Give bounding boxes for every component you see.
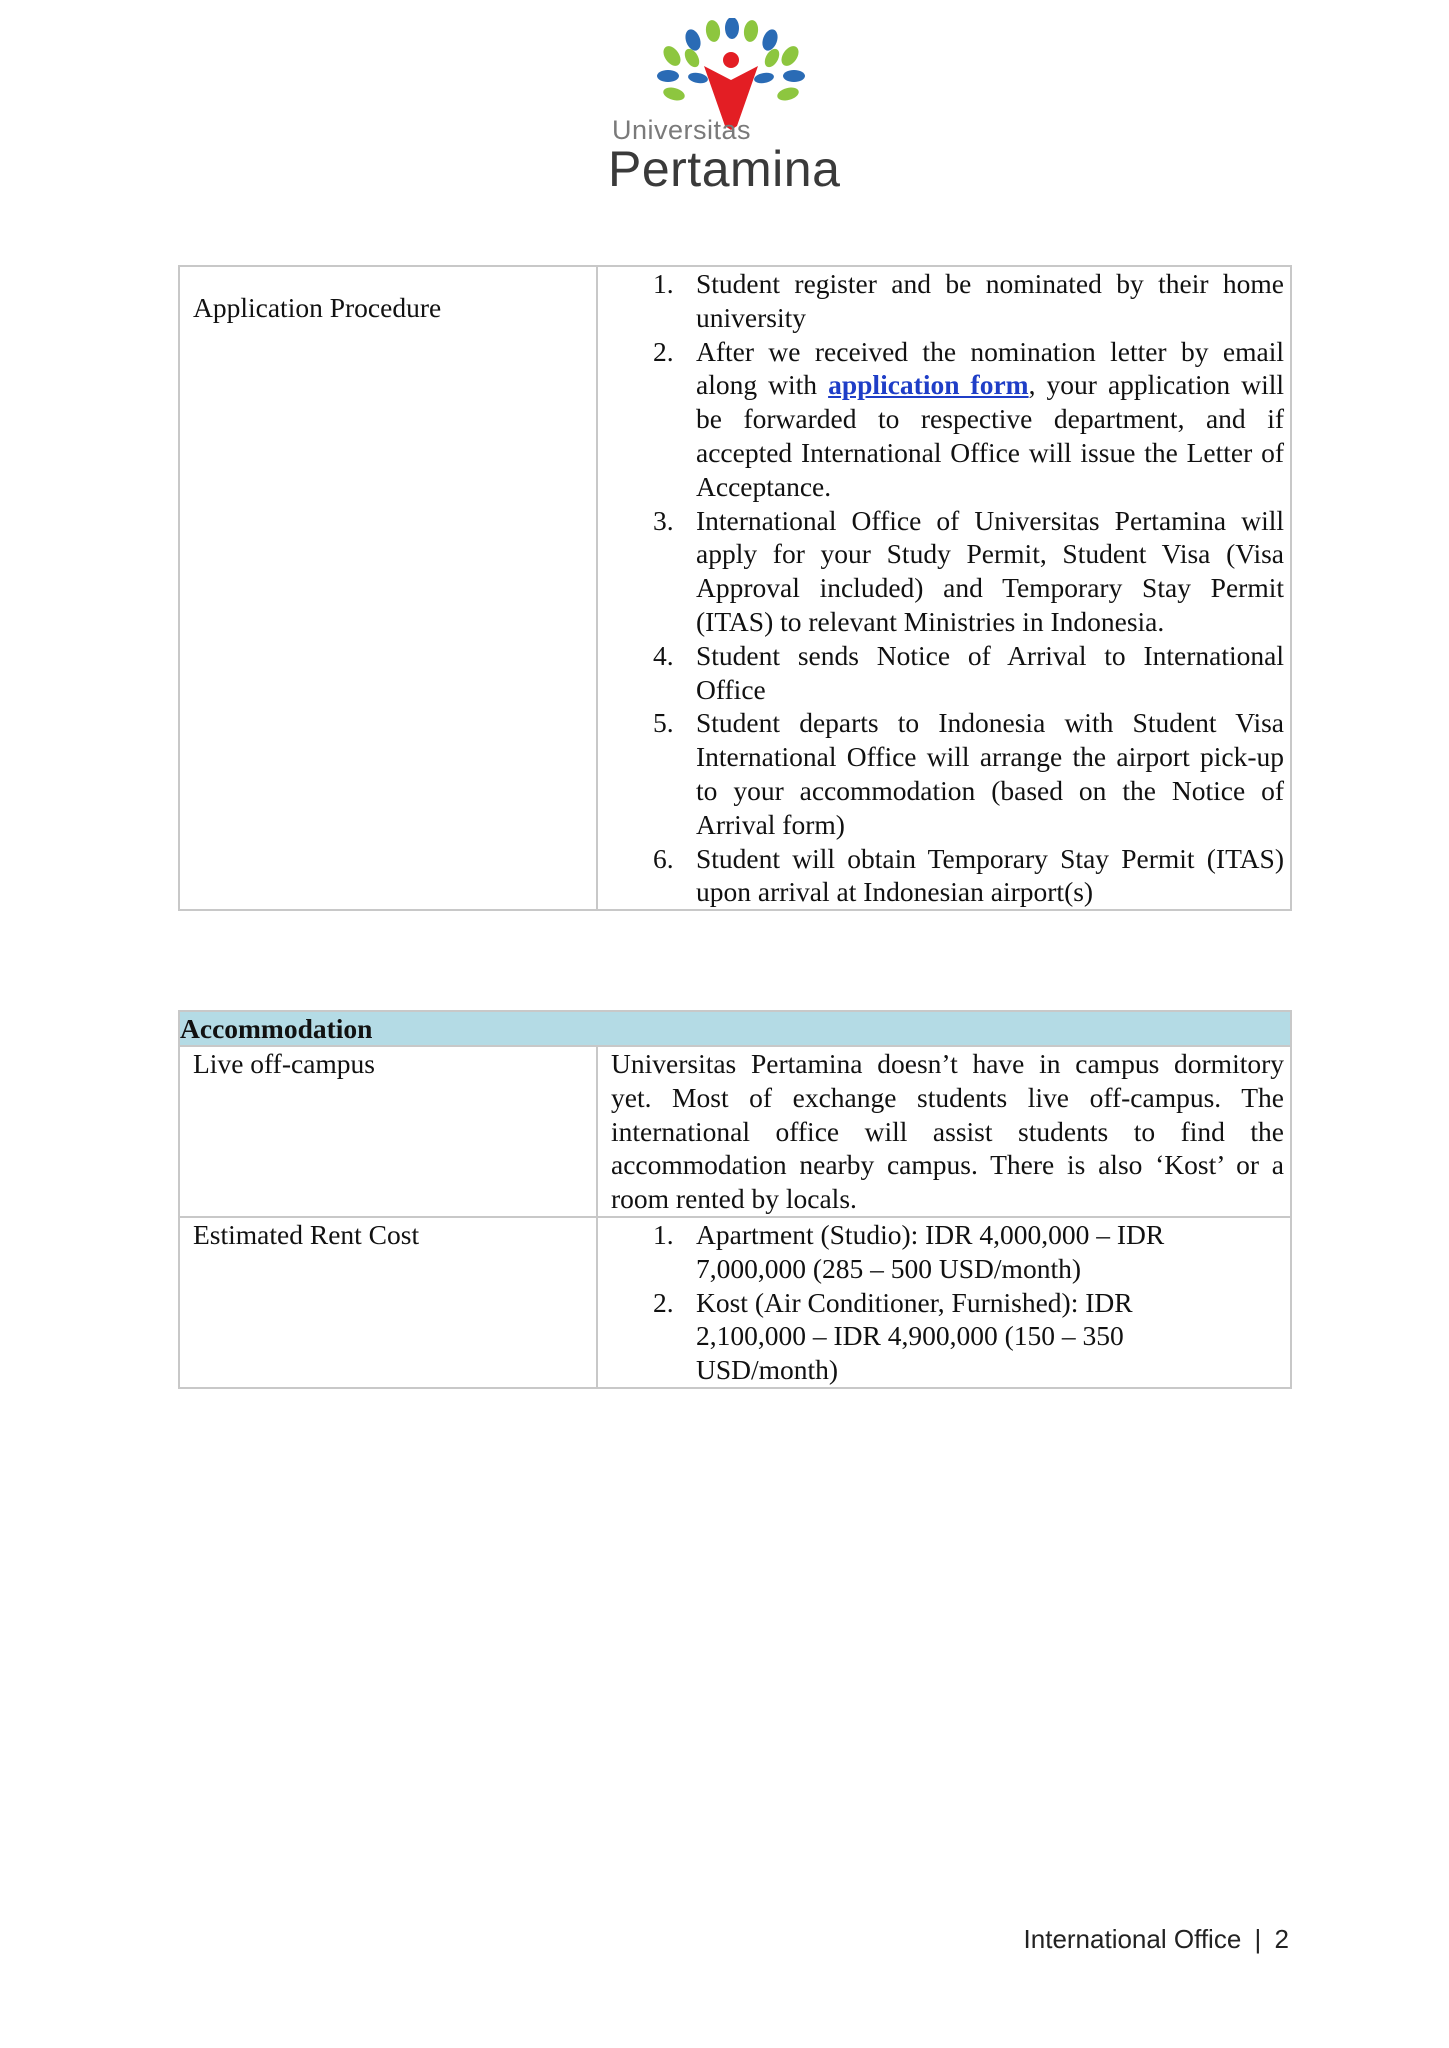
university-logo [600, 18, 860, 197]
step-text: Student departs to Indonesia with Student Visa International Office will arrange the airport pick-up to your accommodation (based on the Notice of Arrival form) [696, 707, 1284, 840]
live-off-campus-label: Live off-campus [193, 1048, 375, 1079]
content-cell [597, 1046, 1291, 1217]
step-number: 6. [653, 842, 674, 874]
step-number: 4. [653, 639, 674, 671]
content-cell [597, 1217, 1291, 1388]
item-number: 1. [653, 1218, 674, 1250]
application-procedure-table [178, 265, 1292, 911]
item-text: Kost (Air Conditioner, Furnished): IDR 2,100,000 – IDR 4,900,000 (150 – 350 USD/month) [696, 1286, 1133, 1386]
table-row [179, 266, 1291, 910]
item-number: 2. [653, 1286, 674, 1318]
step-text: , your application will be forwarded to respective department, and if accepted International Office will issue the Letter of Acceptance. [696, 369, 1284, 502]
footer-office: International Office [1023, 1924, 1242, 1954]
table-row [179, 1046, 1291, 1217]
application-form-link[interactable]: application form [828, 369, 1029, 401]
accommodation-table [178, 1010, 1292, 1389]
step-text: Student register and be nominated by their home university [696, 268, 1284, 333]
table-header-row [179, 1011, 1291, 1046]
rent-cost-list [598, 1218, 1290, 1387]
list-item [598, 842, 1290, 910]
list-item [598, 267, 1290, 335]
step-text: After we received the nomination letter by email along with [696, 335, 1284, 401]
live-off-campus-text: Universitas Pertamina doesn’t have in campus dormitory yet. Most of exchange students live off-campus. The international office will assist students to find the accommodation nearby campus. There is also ‘Kost’ or a room rented by locals. [611, 1048, 1285, 1215]
list-item [598, 1286, 1220, 1387]
item-text: Apartment (Studio): IDR 4,000,000 – IDR 7,000,000 (285 – 500 USD/month) [696, 1218, 1165, 1284]
list-item [598, 504, 1290, 639]
table-row [179, 1217, 1291, 1388]
list-item [598, 706, 1290, 841]
list-item [598, 335, 1290, 504]
step-number: 2. [653, 335, 674, 367]
page-number: 2 [1274, 1924, 1289, 1954]
list-item [598, 639, 1290, 707]
step-number: 5. [653, 707, 674, 739]
step-number: 3. [653, 504, 674, 536]
content-cell [597, 266, 1291, 910]
application-procedure-label: Application Procedure [193, 292, 442, 323]
label-cell [179, 266, 597, 910]
accommodation-header: Accommodation [179, 1011, 1291, 1046]
list-item [598, 1218, 1220, 1286]
footer-separator: | [1254, 1924, 1262, 1954]
step-number: 1. [653, 268, 674, 299]
step-text: Student sends Notice of Arrival to International Office [696, 639, 1284, 705]
estimated-rent-cost-label: Estimated Rent Cost [193, 1218, 420, 1250]
label-cell [179, 1046, 597, 1217]
procedure-steps-list [598, 267, 1290, 909]
page-footer [1024, 1924, 1289, 1955]
label-cell [179, 1217, 597, 1388]
logo-wordmark-pertamina: Pertamina [608, 141, 841, 197]
logo-wordmark-universitas: Universitas [612, 115, 752, 145]
step-text: International Office of Universitas Pertamina will apply for your Study Permit, Student Visa (Visa Approval included) and Temporary Stay Permit (ITAS) to relevant Ministries in Indonesia. [696, 504, 1284, 637]
step-text: Student will obtain Temporary Stay Permit (ITAS) upon arrival at Indonesian airport(s) [696, 842, 1284, 908]
